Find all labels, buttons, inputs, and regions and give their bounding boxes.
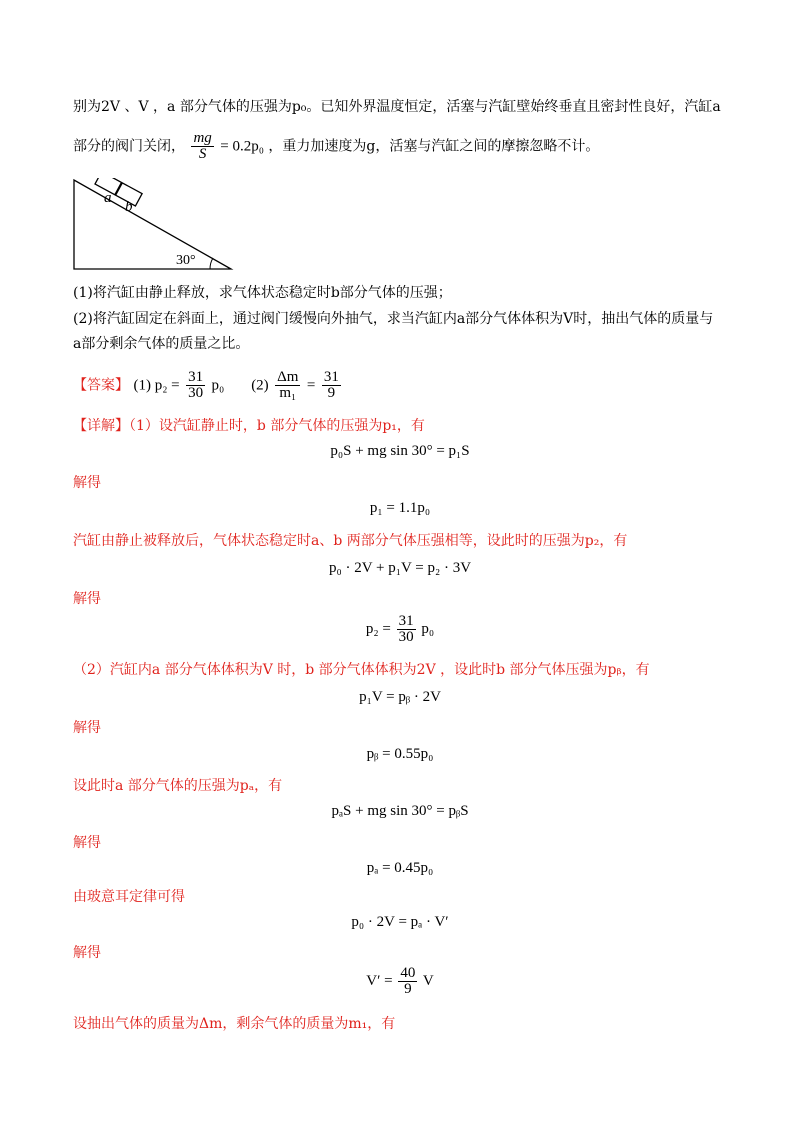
fraction-denominator: 9 [404, 981, 412, 997]
equation-10 [0, 966, 800, 997]
equation-1: p₀S + mg sin 30° = p₁S [330, 443, 470, 459]
fraction-numerator: 31 [398, 613, 414, 629]
angle-arc [210, 258, 213, 269]
equation-6: pᵦ = 0.55p₀ [366, 746, 434, 762]
answer-line [73, 370, 343, 401]
solve-label-5: 解得 [73, 945, 101, 961]
fraction-denominator: 9 [327, 385, 336, 401]
solve-label-3: 解得 [73, 720, 101, 736]
fraction-numerator: Δm [277, 369, 299, 385]
problem-line-2-post: ，重力加速度为g，活塞与汽缸之间的摩擦忽略不计。 [268, 138, 600, 155]
label-b: b [125, 199, 133, 215]
equation-10-lhs: V′ = [366, 972, 393, 989]
solution-step-1: （1）设汽缸静止时，b 部分气体的压强为p₁，有 [129, 418, 425, 434]
fraction-denominator: m₁ [279, 385, 297, 401]
cylinder [95, 178, 144, 206]
question-1: (1)将汽缸由静止释放，求气体状态稳定时b部分气体的压强； [73, 285, 452, 301]
angle-label: 30° [176, 253, 196, 268]
fraction-denominator: S [198, 146, 207, 162]
equation-10-fraction [398, 966, 417, 997]
fraction-numerator: 40 [400, 965, 416, 981]
equation-4 [0, 614, 800, 645]
incline-diagram [70, 178, 235, 272]
equation-4-rhs: p₀ [421, 620, 435, 637]
answer-part-2-prefix: (2) [251, 377, 269, 394]
incline-triangle [74, 180, 231, 269]
answer-part-2-rhs-fraction [322, 370, 341, 401]
solution-step-5: 由玻意耳定律可得 [73, 889, 185, 905]
solution-line-1 [73, 416, 425, 436]
equals-sign: = [306, 377, 316, 394]
solution-step-6: 设抽出气体的质量为Δm，剩余气体的质量为m₁，有 [73, 1016, 396, 1032]
equation-8: pₐ = 0.45p₀ [366, 860, 434, 876]
fraction-numerator: mg [193, 130, 212, 146]
fraction-numerator: 31 [188, 369, 204, 385]
equation-5: p₁V = pᵦ · 2V [359, 689, 441, 705]
fraction-numerator: 31 [323, 369, 339, 385]
fraction-rhs: = 0.2p₀ [220, 138, 264, 155]
fraction-denominator: 30 [188, 385, 204, 401]
equation-7: pₐS + mg sin 30° = pᵦS [331, 803, 469, 819]
equation-4-lhs: p₂ = [365, 620, 391, 637]
equation-9: p₀ · 2V = pₐ · V′ [351, 914, 449, 930]
problem-line-2 [73, 131, 599, 162]
mg-over-s-fraction [191, 131, 213, 162]
problem-line-1: 别为2V 、V ，a 部分气体的压强为p₀。已知外界温度恒定，活塞与汽缸壁始终垂直且密封性良好，汽缸a [73, 99, 721, 115]
answer-part-1-suffix: p₀ [211, 377, 225, 394]
solution-step-4: 设此时a 部分气体的压强为pₐ，有 [73, 778, 283, 794]
question-2-line-1: (2)将汽缸固定在斜面上，通过阀门缓慢向外抽气，求当汽缸内a部分气体体积为V时，抽出气体的质量与 [73, 311, 714, 327]
solve-label-4: 解得 [73, 835, 101, 851]
solution-step-3: （2）汽缸内a 部分气体体积为V 时，b 部分气体体积为2V ，设此时b 部分气体压强为pᵦ，有 [73, 662, 650, 678]
answer-part-2-lhs-fraction [275, 370, 300, 401]
equation-3: p₀ · 2V + p₁V = p₂ · 3V [328, 560, 472, 576]
solve-label-1: 解得 [73, 475, 101, 491]
equation-4-fraction [397, 614, 416, 645]
solve-label-2: 解得 [73, 591, 101, 607]
equation-2: p₁ = 1.1p₀ [369, 500, 431, 516]
answer-part-1-prefix: (1) p₂ = [133, 377, 180, 394]
question-2-line-2: a部分剩余气体的质量之比。 [73, 336, 250, 352]
fraction-denominator: 30 [398, 629, 414, 645]
solution-tag: 【详解】 [73, 418, 129, 434]
problem-line-2-pre: 部分的阀门关闭， [73, 138, 185, 155]
answer-tag: 【答案】 [73, 377, 129, 394]
answer-part-1-fraction [186, 370, 205, 401]
solution-step-2: 汽缸由静止被释放后，气体状态稳定时a、b 两部分气体压强相等，设此时的压强为p₂，有 [73, 533, 628, 549]
equation-10-rhs: V [422, 972, 434, 989]
label-a: a [104, 190, 112, 206]
